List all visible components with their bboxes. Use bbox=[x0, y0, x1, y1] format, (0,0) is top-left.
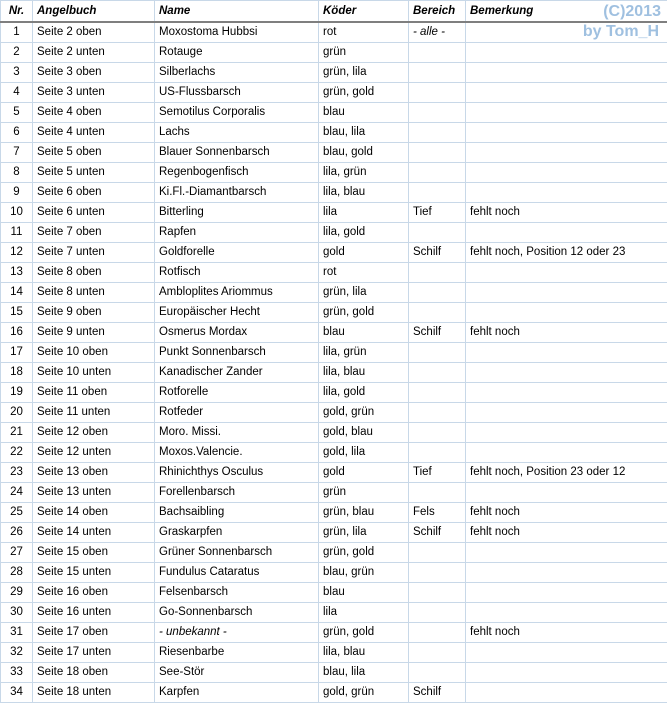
cell-bemerkung[interactable] bbox=[466, 603, 667, 623]
cell-bemerkung[interactable] bbox=[466, 22, 667, 43]
cell-nr[interactable]: 27 bbox=[1, 543, 33, 563]
cell-name[interactable]: Moxostoma Hubbsi bbox=[155, 22, 319, 43]
cell-angelbuch[interactable]: Seite 9 oben bbox=[33, 303, 155, 323]
cell-nr[interactable]: 18 bbox=[1, 363, 33, 383]
cell-name[interactable]: Ki.Fl.-Diamantbarsch bbox=[155, 183, 319, 203]
cell-name[interactable]: Rhinichthys Osculus bbox=[155, 463, 319, 483]
cell-name[interactable]: Rotfisch bbox=[155, 263, 319, 283]
cell-nr[interactable]: 16 bbox=[1, 323, 33, 343]
cell-koeder[interactable]: grün bbox=[319, 43, 409, 63]
cell-bereich[interactable] bbox=[409, 223, 466, 243]
cell-bereich[interactable] bbox=[409, 103, 466, 123]
cell-bereich[interactable] bbox=[409, 623, 466, 643]
cell-nr[interactable]: 9 bbox=[1, 183, 33, 203]
cell-name[interactable]: Forellenbarsch bbox=[155, 483, 319, 503]
cell-bemerkung[interactable] bbox=[466, 583, 667, 603]
cell-nr[interactable]: 34 bbox=[1, 683, 33, 703]
cell-name[interactable]: Rotauge bbox=[155, 43, 319, 63]
cell-koeder[interactable]: grün, gold bbox=[319, 303, 409, 323]
cell-angelbuch[interactable]: Seite 11 unten bbox=[33, 403, 155, 423]
table-row[interactable] bbox=[1, 263, 667, 283]
cell-nr[interactable]: 19 bbox=[1, 383, 33, 403]
cell-angelbuch[interactable]: Seite 16 oben bbox=[33, 583, 155, 603]
cell-bereich[interactable] bbox=[409, 603, 466, 623]
cell-name[interactable]: Bachsaibling bbox=[155, 503, 319, 523]
cell-angelbuch[interactable]: Seite 8 unten bbox=[33, 283, 155, 303]
cell-bereich[interactable] bbox=[409, 43, 466, 63]
cell-angelbuch[interactable]: Seite 5 oben bbox=[33, 143, 155, 163]
cell-bemerkung[interactable] bbox=[466, 423, 667, 443]
cell-nr[interactable]: 6 bbox=[1, 123, 33, 143]
cell-koeder[interactable]: grün, blau bbox=[319, 503, 409, 523]
cell-angelbuch[interactable]: Seite 7 unten bbox=[33, 243, 155, 263]
cell-bereich[interactable] bbox=[409, 183, 466, 203]
cell-angelbuch[interactable]: Seite 3 oben bbox=[33, 63, 155, 83]
cell-bereich[interactable] bbox=[409, 263, 466, 283]
cell-bereich[interactable]: Fels bbox=[409, 503, 466, 523]
cell-bereich[interactable] bbox=[409, 563, 466, 583]
cell-name[interactable]: Karpfen bbox=[155, 683, 319, 703]
cell-angelbuch[interactable]: Seite 17 unten bbox=[33, 643, 155, 663]
cell-bereich[interactable] bbox=[409, 303, 466, 323]
cell-bemerkung[interactable] bbox=[466, 343, 667, 363]
cell-bemerkung[interactable] bbox=[466, 143, 667, 163]
table-row[interactable] bbox=[1, 283, 667, 303]
table-row[interactable] bbox=[1, 623, 667, 643]
cell-bereich[interactable]: Schilf bbox=[409, 323, 466, 343]
column-header-bereich[interactable]: Bereich bbox=[409, 1, 466, 23]
cell-angelbuch[interactable]: Seite 16 unten bbox=[33, 603, 155, 623]
cell-bemerkung[interactable] bbox=[466, 103, 667, 123]
cell-koeder[interactable]: grün, lila bbox=[319, 523, 409, 543]
cell-koeder[interactable]: lila, blau bbox=[319, 363, 409, 383]
cell-angelbuch[interactable]: Seite 11 oben bbox=[33, 383, 155, 403]
cell-bereich[interactable] bbox=[409, 443, 466, 463]
cell-angelbuch[interactable]: Seite 12 unten bbox=[33, 443, 155, 463]
cell-angelbuch[interactable]: Seite 2 oben bbox=[33, 22, 155, 43]
cell-angelbuch[interactable]: Seite 10 oben bbox=[33, 343, 155, 363]
cell-nr[interactable]: 4 bbox=[1, 83, 33, 103]
table-row[interactable] bbox=[1, 163, 667, 183]
cell-name[interactable]: Moro. Missi. bbox=[155, 423, 319, 443]
table-row[interactable] bbox=[1, 643, 667, 663]
cell-koeder[interactable]: lila, blau bbox=[319, 643, 409, 663]
cell-angelbuch[interactable]: Seite 6 unten bbox=[33, 203, 155, 223]
column-header-angelbuch[interactable]: Angelbuch bbox=[33, 1, 155, 23]
table-row[interactable] bbox=[1, 63, 667, 83]
cell-nr[interactable]: 11 bbox=[1, 223, 33, 243]
cell-angelbuch[interactable]: Seite 7 oben bbox=[33, 223, 155, 243]
cell-name[interactable]: Lachs bbox=[155, 123, 319, 143]
cell-name[interactable]: Goldforelle bbox=[155, 243, 319, 263]
cell-bereich[interactable] bbox=[409, 583, 466, 603]
cell-koeder[interactable]: gold, blau bbox=[319, 423, 409, 443]
cell-bemerkung[interactable] bbox=[466, 83, 667, 103]
cell-bereich[interactable] bbox=[409, 403, 466, 423]
cell-koeder[interactable]: blau, lila bbox=[319, 663, 409, 683]
cell-name[interactable]: Riesenbarbe bbox=[155, 643, 319, 663]
cell-angelbuch[interactable]: Seite 17 oben bbox=[33, 623, 155, 643]
cell-nr[interactable]: 17 bbox=[1, 343, 33, 363]
cell-bemerkung[interactable] bbox=[466, 403, 667, 423]
column-header-nr[interactable]: Nr. bbox=[1, 1, 33, 23]
cell-bemerkung[interactable]: fehlt noch bbox=[466, 323, 667, 343]
cell-angelbuch[interactable]: Seite 18 oben bbox=[33, 663, 155, 683]
table-row[interactable] bbox=[1, 603, 667, 623]
cell-koeder[interactable]: blau, grün bbox=[319, 563, 409, 583]
cell-angelbuch[interactable]: Seite 5 unten bbox=[33, 163, 155, 183]
table-row[interactable] bbox=[1, 223, 667, 243]
cell-bemerkung[interactable] bbox=[466, 543, 667, 563]
table-row[interactable] bbox=[1, 103, 667, 123]
cell-nr[interactable]: 23 bbox=[1, 463, 33, 483]
cell-bemerkung[interactable] bbox=[466, 443, 667, 463]
cell-name[interactable]: Semotilus Corporalis bbox=[155, 103, 319, 123]
cell-koeder[interactable]: grün, gold bbox=[319, 623, 409, 643]
cell-nr[interactable]: 30 bbox=[1, 603, 33, 623]
cell-koeder[interactable]: blau, gold bbox=[319, 143, 409, 163]
table-row[interactable] bbox=[1, 463, 667, 483]
cell-bereich[interactable]: Schilf bbox=[409, 243, 466, 263]
table-row[interactable] bbox=[1, 363, 667, 383]
column-header-name[interactable]: Name bbox=[155, 1, 319, 23]
cell-name[interactable]: Moxos.Valencie. bbox=[155, 443, 319, 463]
cell-koeder[interactable]: gold, grün bbox=[319, 683, 409, 703]
table-row[interactable] bbox=[1, 303, 667, 323]
cell-angelbuch[interactable]: Seite 6 oben bbox=[33, 183, 155, 203]
cell-bereich[interactable] bbox=[409, 483, 466, 503]
cell-koeder[interactable]: gold bbox=[319, 243, 409, 263]
table-row[interactable] bbox=[1, 203, 667, 223]
cell-bemerkung[interactable]: fehlt noch bbox=[466, 523, 667, 543]
table-row[interactable] bbox=[1, 343, 667, 363]
cell-name[interactable]: See-Stör bbox=[155, 663, 319, 683]
cell-bemerkung[interactable] bbox=[466, 303, 667, 323]
cell-nr[interactable]: 26 bbox=[1, 523, 33, 543]
cell-name[interactable]: Kanadischer Zander bbox=[155, 363, 319, 383]
table-row[interactable] bbox=[1, 443, 667, 463]
cell-koeder[interactable]: blau, lila bbox=[319, 123, 409, 143]
cell-name[interactable]: Regenbogenfisch bbox=[155, 163, 319, 183]
table-row[interactable] bbox=[1, 143, 667, 163]
cell-angelbuch[interactable]: Seite 13 oben bbox=[33, 463, 155, 483]
cell-angelbuch[interactable]: Seite 18 unten bbox=[33, 683, 155, 703]
cell-koeder[interactable]: gold, lila bbox=[319, 443, 409, 463]
cell-koeder[interactable]: lila bbox=[319, 603, 409, 623]
cell-angelbuch[interactable]: Seite 3 unten bbox=[33, 83, 155, 103]
cell-bereich[interactable]: Schilf bbox=[409, 523, 466, 543]
cell-name[interactable]: - unbekannt - bbox=[155, 623, 319, 643]
cell-koeder[interactable]: rot bbox=[319, 263, 409, 283]
cell-bereich[interactable] bbox=[409, 543, 466, 563]
cell-angelbuch[interactable]: Seite 8 oben bbox=[33, 263, 155, 283]
cell-bereich[interactable]: Tief bbox=[409, 203, 466, 223]
cell-bereich[interactable] bbox=[409, 643, 466, 663]
cell-bemerkung[interactable] bbox=[466, 183, 667, 203]
cell-koeder[interactable]: blau bbox=[319, 103, 409, 123]
cell-nr[interactable]: 7 bbox=[1, 143, 33, 163]
cell-bereich[interactable]: Tief bbox=[409, 463, 466, 483]
cell-name[interactable]: Blauer Sonnenbarsch bbox=[155, 143, 319, 163]
cell-nr[interactable]: 31 bbox=[1, 623, 33, 643]
cell-nr[interactable]: 3 bbox=[1, 63, 33, 83]
cell-koeder[interactable]: lila, gold bbox=[319, 223, 409, 243]
table-row[interactable] bbox=[1, 22, 667, 43]
cell-koeder[interactable]: lila, grün bbox=[319, 343, 409, 363]
cell-koeder[interactable]: grün, gold bbox=[319, 543, 409, 563]
cell-nr[interactable]: 2 bbox=[1, 43, 33, 63]
cell-nr[interactable]: 29 bbox=[1, 583, 33, 603]
column-header-koeder[interactable]: Köder bbox=[319, 1, 409, 23]
cell-koeder[interactable]: lila, gold bbox=[319, 383, 409, 403]
cell-bereich[interactable] bbox=[409, 283, 466, 303]
cell-name[interactable]: Rotforelle bbox=[155, 383, 319, 403]
cell-nr[interactable]: 15 bbox=[1, 303, 33, 323]
table-row[interactable] bbox=[1, 583, 667, 603]
cell-koeder[interactable]: lila, grün bbox=[319, 163, 409, 183]
table-row[interactable] bbox=[1, 523, 667, 543]
cell-bereich[interactable] bbox=[409, 423, 466, 443]
table-row[interactable] bbox=[1, 43, 667, 63]
cell-angelbuch[interactable]: Seite 4 oben bbox=[33, 103, 155, 123]
cell-angelbuch[interactable]: Seite 15 unten bbox=[33, 563, 155, 583]
cell-name[interactable]: Rapfen bbox=[155, 223, 319, 243]
cell-name[interactable]: Bitterling bbox=[155, 203, 319, 223]
cell-nr[interactable]: 24 bbox=[1, 483, 33, 503]
cell-name[interactable]: Go-Sonnenbarsch bbox=[155, 603, 319, 623]
cell-bemerkung[interactable] bbox=[466, 63, 667, 83]
cell-bereich[interactable]: - alle - bbox=[409, 22, 466, 43]
table-row[interactable] bbox=[1, 323, 667, 343]
cell-koeder[interactable]: lila, blau bbox=[319, 183, 409, 203]
cell-bereich[interactable]: Schilf bbox=[409, 683, 466, 703]
cell-name[interactable]: Silberlachs bbox=[155, 63, 319, 83]
cell-bemerkung[interactable] bbox=[466, 43, 667, 63]
cell-nr[interactable]: 13 bbox=[1, 263, 33, 283]
cell-name[interactable]: US-Flussbarsch bbox=[155, 83, 319, 103]
cell-nr[interactable]: 25 bbox=[1, 503, 33, 523]
cell-bemerkung[interactable]: fehlt noch bbox=[466, 503, 667, 523]
cell-koeder[interactable]: gold bbox=[319, 463, 409, 483]
cell-koeder[interactable]: grün, lila bbox=[319, 283, 409, 303]
table-row[interactable] bbox=[1, 423, 667, 443]
cell-bereich[interactable] bbox=[409, 123, 466, 143]
cell-koeder[interactable]: lila bbox=[319, 203, 409, 223]
cell-name[interactable]: Graskarpfen bbox=[155, 523, 319, 543]
cell-angelbuch[interactable]: Seite 13 unten bbox=[33, 483, 155, 503]
cell-name[interactable]: Ambloplites Ariommus bbox=[155, 283, 319, 303]
table-row[interactable] bbox=[1, 563, 667, 583]
table-row[interactable] bbox=[1, 383, 667, 403]
cell-bemerkung[interactable] bbox=[466, 363, 667, 383]
cell-bereich[interactable] bbox=[409, 343, 466, 363]
cell-name[interactable]: Grüner Sonnenbarsch bbox=[155, 543, 319, 563]
cell-bemerkung[interactable]: fehlt noch, Position 23 oder 12 bbox=[466, 463, 667, 483]
cell-koeder[interactable]: grün, lila bbox=[319, 63, 409, 83]
cell-bereich[interactable] bbox=[409, 663, 466, 683]
cell-angelbuch[interactable]: Seite 10 unten bbox=[33, 363, 155, 383]
cell-bemerkung[interactable] bbox=[466, 643, 667, 663]
cell-koeder[interactable]: blau bbox=[319, 323, 409, 343]
cell-bemerkung[interactable] bbox=[466, 263, 667, 283]
copyright-line-2: by Tom_H bbox=[583, 22, 661, 42]
cell-bemerkung[interactable] bbox=[466, 663, 667, 683]
table-header-row bbox=[1, 1, 667, 23]
table-row[interactable] bbox=[1, 183, 667, 203]
cell-bereich[interactable] bbox=[409, 363, 466, 383]
cell-nr[interactable]: 33 bbox=[1, 663, 33, 683]
cell-nr[interactable]: 22 bbox=[1, 443, 33, 463]
cell-bereich[interactable] bbox=[409, 163, 466, 183]
cell-bemerkung[interactable]: fehlt noch, Position 12 oder 23 bbox=[466, 243, 667, 263]
cell-nr[interactable]: 28 bbox=[1, 563, 33, 583]
table-row[interactable] bbox=[1, 543, 667, 563]
cell-angelbuch[interactable]: Seite 12 oben bbox=[33, 423, 155, 443]
cell-name[interactable]: Osmerus Mordax bbox=[155, 323, 319, 343]
table-row[interactable] bbox=[1, 83, 667, 103]
table-row[interactable] bbox=[1, 403, 667, 423]
cell-koeder[interactable]: gold, grün bbox=[319, 403, 409, 423]
cell-nr[interactable]: 32 bbox=[1, 643, 33, 663]
cell-angelbuch[interactable]: Seite 2 unten bbox=[33, 43, 155, 63]
cell-angelbuch[interactable]: Seite 14 oben bbox=[33, 503, 155, 523]
cell-bereich[interactable] bbox=[409, 383, 466, 403]
cell-bemerkung[interactable] bbox=[466, 283, 667, 303]
table-row[interactable] bbox=[1, 123, 667, 143]
cell-bereich[interactable] bbox=[409, 63, 466, 83]
cell-bemerkung[interactable]: fehlt noch bbox=[466, 203, 667, 223]
cell-bemerkung[interactable] bbox=[466, 163, 667, 183]
cell-nr[interactable]: 21 bbox=[1, 423, 33, 443]
cell-nr[interactable]: 8 bbox=[1, 163, 33, 183]
cell-bemerkung[interactable] bbox=[466, 223, 667, 243]
cell-koeder[interactable]: rot bbox=[319, 22, 409, 43]
cell-koeder[interactable]: grün, gold bbox=[319, 83, 409, 103]
cell-name[interactable]: Punkt Sonnenbarsch bbox=[155, 343, 319, 363]
cell-bemerkung[interactable] bbox=[466, 563, 667, 583]
cell-nr[interactable]: 14 bbox=[1, 283, 33, 303]
cell-name[interactable]: Felsenbarsch bbox=[155, 583, 319, 603]
cell-bemerkung[interactable] bbox=[466, 383, 667, 403]
cell-bereich[interactable] bbox=[409, 143, 466, 163]
table-row[interactable] bbox=[1, 663, 667, 683]
table-row[interactable] bbox=[1, 483, 667, 503]
cell-koeder[interactable]: grün bbox=[319, 483, 409, 503]
cell-angelbuch[interactable]: Seite 4 unten bbox=[33, 123, 155, 143]
table-row[interactable] bbox=[1, 243, 667, 263]
table-row[interactable] bbox=[1, 503, 667, 523]
cell-angelbuch[interactable]: Seite 15 oben bbox=[33, 543, 155, 563]
cell-nr[interactable]: 20 bbox=[1, 403, 33, 423]
cell-bereich[interactable] bbox=[409, 83, 466, 103]
cell-name[interactable]: Europäischer Hecht bbox=[155, 303, 319, 323]
cell-nr[interactable]: 5 bbox=[1, 103, 33, 123]
cell-bemerkung[interactable] bbox=[466, 123, 667, 143]
cell-nr[interactable]: 10 bbox=[1, 203, 33, 223]
cell-angelbuch[interactable]: Seite 14 unten bbox=[33, 523, 155, 543]
cell-bemerkung[interactable]: fehlt noch bbox=[466, 623, 667, 643]
cell-name[interactable]: Fundulus Cataratus bbox=[155, 563, 319, 583]
cell-angelbuch[interactable]: Seite 9 unten bbox=[33, 323, 155, 343]
cell-nr[interactable]: 1 bbox=[1, 22, 33, 43]
copyright-line-1: (C)2013 bbox=[603, 3, 661, 20]
cell-bemerkung[interactable] bbox=[466, 483, 667, 503]
cell-nr[interactable]: 12 bbox=[1, 243, 33, 263]
cell-koeder[interactable]: blau bbox=[319, 583, 409, 603]
column-header-bemerkung[interactable]: Bemerkung bbox=[466, 1, 667, 23]
table-body bbox=[1, 22, 667, 703]
cell-name[interactable]: Rotfeder bbox=[155, 403, 319, 423]
